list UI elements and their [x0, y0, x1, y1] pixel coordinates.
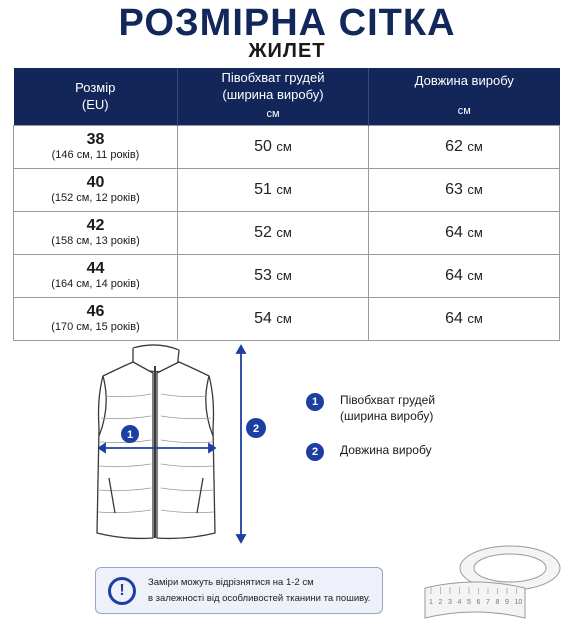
size-age: (164 см, 14 років): [51, 278, 140, 290]
length-unit: см: [467, 138, 483, 154]
legend-line1: Довжина виробу: [340, 443, 432, 457]
chest-cell: [178, 254, 369, 297]
header-size: [14, 68, 178, 125]
tape-number: 10: [514, 599, 523, 606]
legend-number-2: 2: [306, 443, 324, 461]
header-chest: [178, 68, 369, 125]
size-table: [13, 68, 560, 341]
note-line2: в залежності від особливостей тканини та пошиву.: [148, 592, 371, 604]
tape-number: 1: [429, 599, 433, 606]
length-marker-2-label: 2: [252, 423, 260, 435]
note-text: [148, 575, 370, 607]
size-cell: [14, 297, 178, 340]
chest-cell: [178, 168, 369, 211]
size-value: 38: [86, 131, 105, 148]
size-cell: [14, 125, 178, 168]
size-cell: [14, 168, 178, 211]
length-cell: [369, 125, 560, 168]
table-row: [14, 211, 560, 254]
chest-unit: см: [276, 224, 292, 240]
length-value: 64: [445, 266, 463, 284]
chest-cell: [178, 297, 369, 340]
legend-text: [340, 442, 432, 458]
size-age: (158 см, 13 років): [51, 235, 140, 247]
header-length-line1: Довжина виробу: [414, 73, 514, 89]
length-value: 64: [445, 223, 463, 241]
note-box: [95, 567, 383, 614]
chest-unit: см: [276, 310, 292, 326]
chest-value: 50: [254, 137, 272, 155]
header-chest-line2: (ширина виробу): [222, 87, 324, 103]
chest-unit: см: [276, 267, 292, 283]
size-age: (146 см, 11 років): [51, 149, 140, 161]
tape-number: 5: [467, 599, 471, 606]
length-unit: см: [467, 224, 483, 240]
size-cell: [14, 254, 178, 297]
size-age: (152 см, 12 років): [51, 192, 140, 204]
length-value: 62: [445, 137, 463, 155]
tape-number: 6: [476, 599, 481, 606]
header-size-line2: (EU): [81, 97, 109, 113]
chest-value: 54: [254, 309, 272, 327]
size-age: (170 см, 15 років): [51, 321, 140, 333]
page-title: РОЗМІРНА СІТКА: [118, 2, 456, 44]
tape-number: 7: [486, 599, 490, 606]
legend-number-1: 1: [306, 393, 324, 411]
header-length: [369, 68, 560, 125]
measuring-tape-icon: [415, 538, 565, 630]
tape-number: 3: [448, 599, 452, 606]
header-length-unit: см: [457, 105, 471, 118]
table-row: [14, 125, 560, 168]
header-size-line1: Розмір: [75, 80, 116, 96]
legend-text: [340, 392, 435, 424]
legend-item: [306, 392, 506, 424]
length-value: 64: [445, 309, 463, 327]
header-chest-unit: см: [266, 108, 280, 121]
legend: [306, 392, 506, 479]
note-line1: Заміри можуть відрізнятися на 1-2 см: [148, 576, 314, 588]
length-unit: см: [467, 267, 483, 283]
length-arrow: [237, 346, 245, 542]
length-value: 63: [445, 180, 463, 198]
size-value: 40: [86, 174, 105, 191]
width-marker-1-label: 1: [126, 429, 134, 441]
chest-value: 51: [254, 180, 272, 198]
legend-line1: Півобхват грудей: [340, 393, 436, 407]
header-chest-line1: Півобхват грудей: [221, 70, 325, 86]
chest-cell: [178, 125, 369, 168]
chest-value: 53: [254, 266, 272, 284]
length-cell: [369, 254, 560, 297]
length-cell: [369, 211, 560, 254]
tape-number: 4: [457, 599, 462, 606]
chest-cell: [178, 211, 369, 254]
table-header-row: [14, 68, 560, 125]
length-cell: [369, 297, 560, 340]
length-unit: см: [467, 181, 483, 197]
table-row: [14, 168, 560, 211]
size-value: 44: [86, 260, 105, 277]
table-row: [14, 254, 560, 297]
chest-unit: см: [276, 181, 292, 197]
length-unit: см: [467, 310, 483, 326]
size-cell: [14, 211, 178, 254]
length-cell: [369, 168, 560, 211]
tape-number: 9: [505, 599, 509, 606]
chest-value: 52: [254, 223, 272, 241]
legend-line2: (ширина виробу): [340, 409, 434, 423]
exclamation-icon: !: [108, 577, 136, 605]
tape-number: 8: [495, 599, 500, 606]
legend-item: [306, 442, 506, 461]
size-value: 42: [86, 217, 105, 234]
size-value: 46: [86, 303, 105, 320]
tape-number: 2: [438, 599, 443, 606]
page-subtitle: ЖИЛЕТ: [248, 40, 326, 62]
vest-diagram: [85, 338, 275, 546]
table-row: [14, 297, 560, 340]
chest-unit: см: [276, 138, 292, 154]
